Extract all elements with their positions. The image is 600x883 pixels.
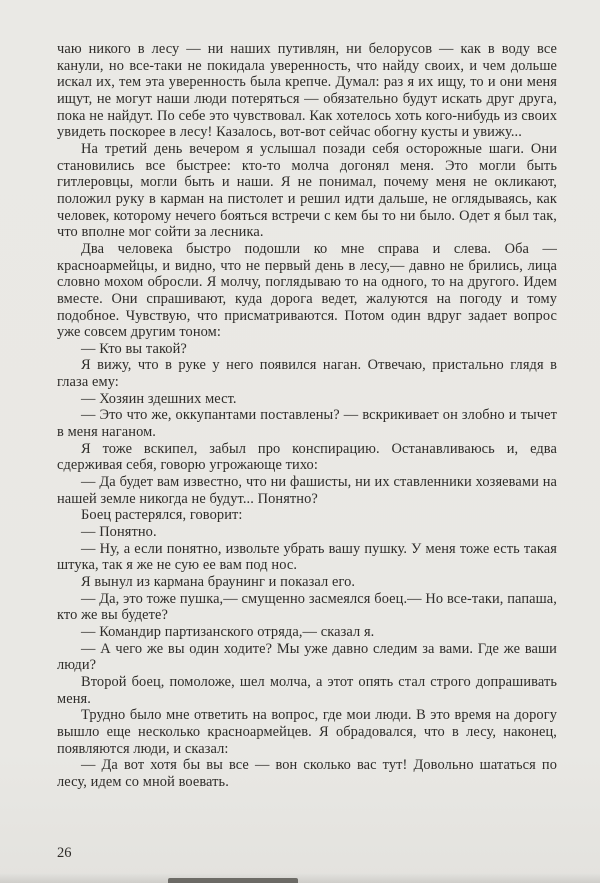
page-number: 26	[57, 845, 72, 861]
paragraph: — А чего же вы один ходите? Мы уже давно следим за вами. Где же ваши люди?	[57, 640, 557, 674]
paragraph: — Ну, а если понятно, извольте убрать вашу пушку. У меня тоже есть такая штука, так я же не сую ее вам под нос.	[57, 540, 557, 574]
paragraph: — Да, это тоже пушка,— смущенно засмеялся боец.— Но все-таки, папаша, кто же вы будете?	[57, 590, 557, 624]
scan-edge-shadow	[0, 873, 600, 883]
paragraph: — Хозяин здешних мест.	[81, 390, 237, 407]
paragraph: чаю никого в лесу — ни наших путивлян, ни белорусов — как в воду все канули, но все-таки не покидала уверенность, что найду своих, и чем дольше искал их, тем эта уверенность была крепче. Думал: раз я их ищу, то и они меня ищут, не могут наши люди потеряться — обязательно будут искать друг друга, пока не найдут. По себе это чувствовал. Как хотелось хоть кого-нибудь из своих увидеть поскорее в лесу! Казалось, вот-вот сейчас обогну кусты и увижу...	[57, 41, 557, 141]
paragraph: — Да будет вам известно, что ни фашисты, ни их ставленники хозяевами на нашей земле никогда не будут... Понятно?	[57, 474, 557, 507]
paragraph: Я вынул из кармана браунинг и показал его.	[81, 574, 356, 590]
paragraph: — Кто вы такой?	[81, 340, 187, 357]
page-text	[57, 41, 557, 791]
paragraph: На третий день вечером я услышал позади себя осторожные шаги. Они становились все быстрее: кто-то молча догонял меня. Это могли быть гитлеровцы, могли быть и наши. Я не понимал, почему меня не окликают, положил руку в карман на пистолет и решил идти дальше, не оглядываясь, как человек, которому нечего бояться встречи с кем бы то ни было. Одет я был так, что вполне мог сойти за лесника.	[57, 140, 557, 241]
paragraph: — Да вот хотя бы вы все — вон сколько вас тут! Довольно шататься по лесу, идем со мной воевать.	[57, 757, 557, 790]
paragraph: — Командир партизанского отряда,— сказал я.	[81, 623, 375, 640]
paragraph: Второй боец, помоложе, шел молча, а этот опять стал строго допрашивать меня.	[57, 673, 557, 707]
scan-artifact	[168, 878, 298, 883]
paragraph: Два человека быстро подошли ко мне справа и слева. Оба — красноармейцы, и видно, что не первый день в лесу,— давно не брились, лица словно мохом обросли. Я молчу, поглядываю то на одного, то на другого. Идем вместе. Они спрашивают, куда дорога ведет, жалуются на погоду и тому подобное. Чувствую, что присматриваются. Потом один вдруг задает вопрос уже совсем другим тоном:	[57, 240, 557, 341]
paragraph: Боец растерялся, говорит:	[81, 507, 243, 524]
paragraph: — Понятно.	[81, 524, 157, 541]
paragraph: — Это что же, оккупантами поставлены? — вскрикивает он злобно и тычет в меня наганом.	[57, 407, 557, 441]
paragraph: Я тоже вскипел, забыл про конспирацию. Останавливаюсь и, едва сдерживая себя, говорю угрожающе тихо:	[57, 440, 557, 474]
paragraph: Трудно было мне ответить на вопрос, где мои люди. В это время на дорогу вышло еще несколько красноармейцев. Я обрадовался, что в лесу, наконец, появляются люди, и сказал:	[57, 707, 557, 757]
paragraph: Я вижу, что в руке у него появился наган. Отвечаю, пристально глядя в глаза ему:	[57, 357, 557, 391]
